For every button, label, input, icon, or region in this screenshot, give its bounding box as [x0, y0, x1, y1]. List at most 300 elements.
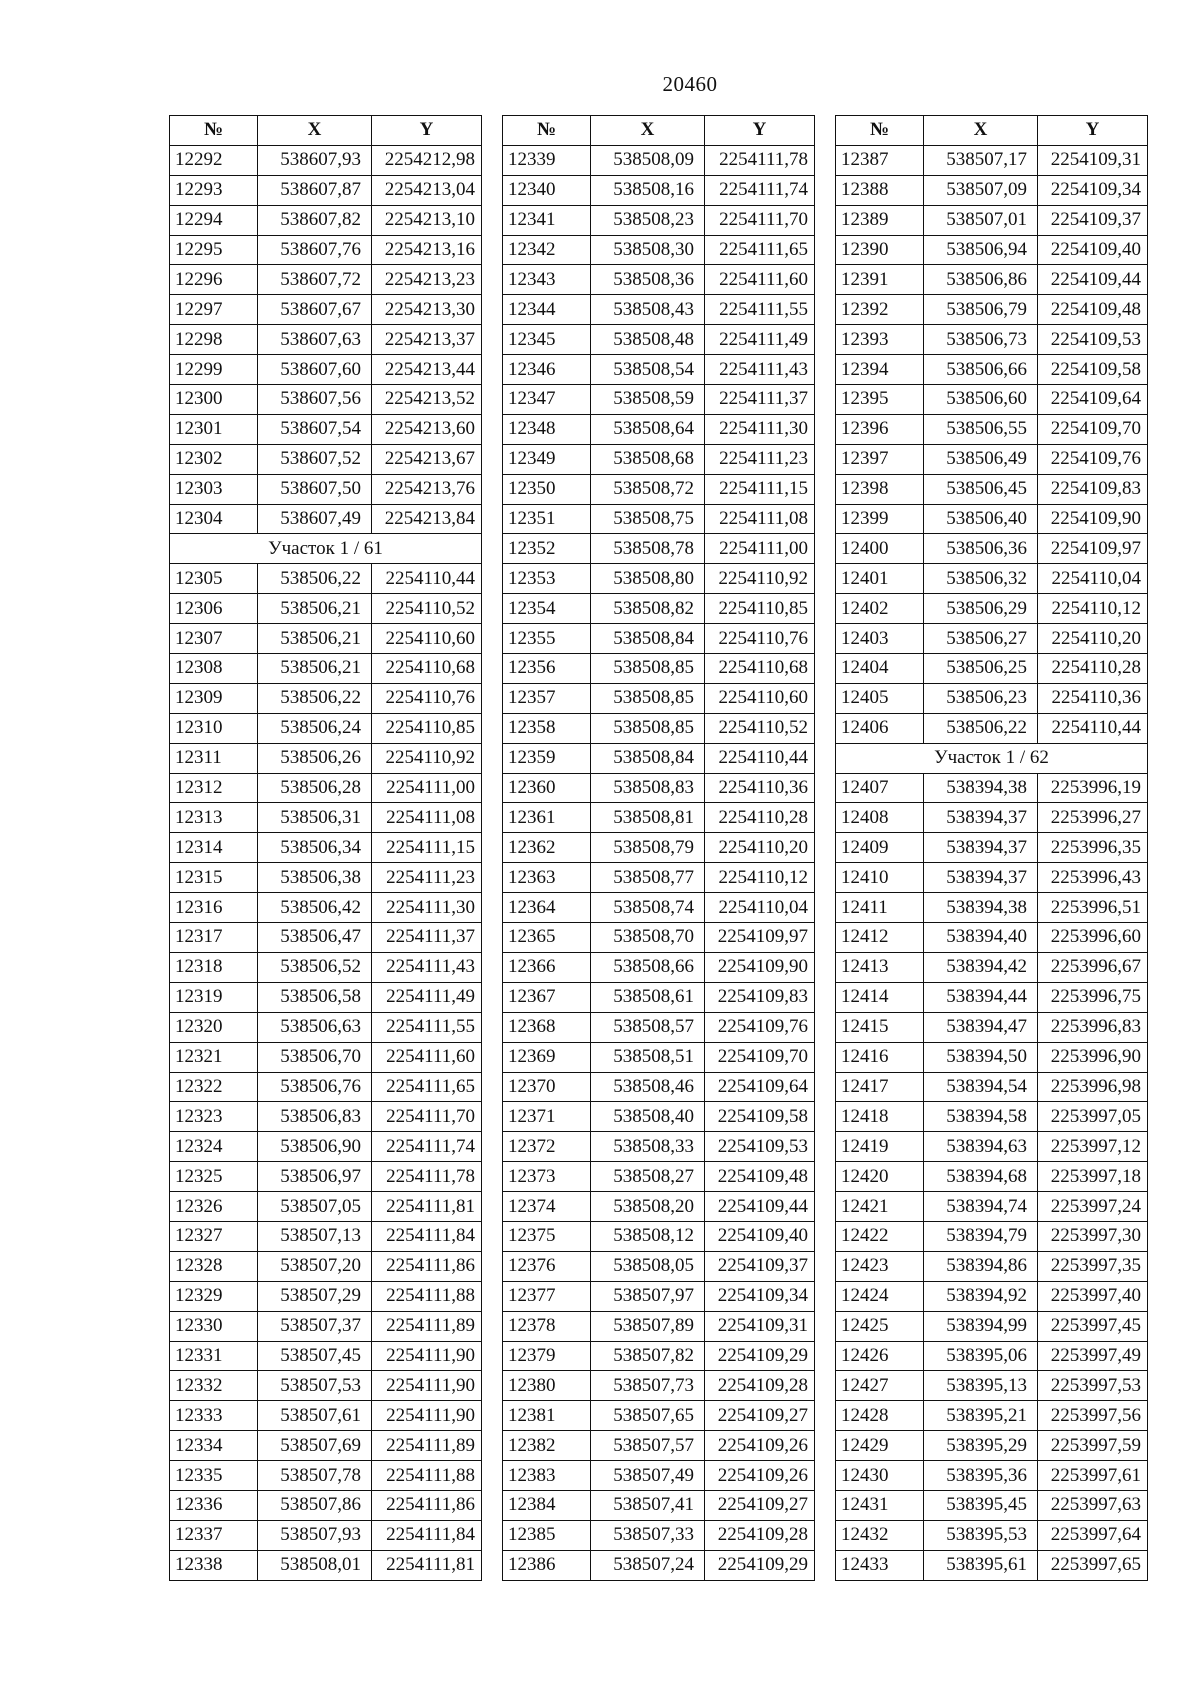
- y-coordinate-cell: 2254110,44: [372, 564, 482, 594]
- table-row: [170, 893, 482, 923]
- x-coordinate-cell: 538507,53: [258, 1371, 372, 1401]
- header-number: №: [170, 116, 258, 146]
- y-coordinate-cell: 2253997,64: [1038, 1520, 1148, 1550]
- table-row: [503, 863, 815, 893]
- header-y: Y: [1038, 116, 1148, 146]
- table-row: [170, 265, 482, 295]
- point-number-cell: 12304: [170, 504, 258, 534]
- point-number-cell: 12303: [170, 474, 258, 504]
- y-coordinate-cell: 2254111,23: [705, 444, 815, 474]
- x-coordinate-cell: 538508,77: [591, 863, 705, 893]
- x-coordinate-cell: 538507,17: [924, 145, 1038, 175]
- point-number-cell: 12323: [170, 1102, 258, 1132]
- y-coordinate-cell: 2253996,83: [1038, 1012, 1148, 1042]
- point-number-cell: 12411: [836, 893, 924, 923]
- coordinates-table-2: [502, 115, 815, 1581]
- y-coordinate-cell: 2254111,23: [372, 863, 482, 893]
- table-row: [170, 1132, 482, 1162]
- table-row: [170, 1341, 482, 1371]
- point-number-cell: 12397: [836, 444, 924, 474]
- table-row: [836, 1132, 1148, 1162]
- y-coordinate-cell: 2254213,44: [372, 355, 482, 385]
- table-row: [836, 1371, 1148, 1401]
- y-coordinate-cell: 2254109,48: [1038, 295, 1148, 325]
- point-number-cell: 12336: [170, 1490, 258, 1520]
- y-coordinate-cell: 2254109,27: [705, 1490, 815, 1520]
- x-coordinate-cell: 538607,50: [258, 474, 372, 504]
- point-number-cell: 12384: [503, 1490, 591, 1520]
- x-coordinate-cell: 538508,64: [591, 414, 705, 444]
- table-row: [836, 474, 1148, 504]
- point-number-cell: 12408: [836, 803, 924, 833]
- x-coordinate-cell: 538508,43: [591, 295, 705, 325]
- y-coordinate-cell: 2254109,76: [705, 1012, 815, 1042]
- x-coordinate-cell: 538607,82: [258, 205, 372, 235]
- y-coordinate-cell: 2254213,30: [372, 295, 482, 325]
- point-number-cell: 12359: [503, 743, 591, 773]
- y-coordinate-cell: 2254111,65: [705, 235, 815, 265]
- section-label: Участок 1 / 62: [836, 743, 1148, 773]
- y-coordinate-cell: 2254109,28: [705, 1371, 815, 1401]
- y-coordinate-cell: 2254213,37: [372, 325, 482, 355]
- table-row: [503, 385, 815, 415]
- table-row: [836, 1192, 1148, 1222]
- x-coordinate-cell: 538508,23: [591, 205, 705, 235]
- point-number-cell: 12332: [170, 1371, 258, 1401]
- point-number-cell: 12314: [170, 833, 258, 863]
- table-row: [836, 952, 1148, 982]
- point-number-cell: 12315: [170, 863, 258, 893]
- point-number-cell: 12294: [170, 205, 258, 235]
- point-number-cell: 12426: [836, 1341, 924, 1371]
- x-coordinate-cell: 538394,47: [924, 1012, 1038, 1042]
- y-coordinate-cell: 2254111,78: [705, 145, 815, 175]
- y-coordinate-cell: 2253996,35: [1038, 833, 1148, 863]
- table-row: [170, 205, 482, 235]
- y-coordinate-cell: 2254111,84: [372, 1520, 482, 1550]
- table-row: [170, 982, 482, 1012]
- x-coordinate-cell: 538394,86: [924, 1251, 1038, 1281]
- point-number-cell: 12416: [836, 1042, 924, 1072]
- x-coordinate-cell: 538507,73: [591, 1371, 705, 1401]
- x-coordinate-cell: 538508,85: [591, 654, 705, 684]
- point-number-cell: 12295: [170, 235, 258, 265]
- table-row: [170, 235, 482, 265]
- x-coordinate-cell: 538394,54: [924, 1072, 1038, 1102]
- y-coordinate-cell: 2254110,52: [705, 713, 815, 743]
- x-coordinate-cell: 538506,24: [258, 713, 372, 743]
- point-number-cell: 12427: [836, 1371, 924, 1401]
- x-coordinate-cell: 538394,44: [924, 982, 1038, 1012]
- x-coordinate-cell: 538506,79: [924, 295, 1038, 325]
- y-coordinate-cell: 2254110,44: [1038, 713, 1148, 743]
- x-coordinate-cell: 538508,85: [591, 713, 705, 743]
- point-number-cell: 12342: [503, 235, 591, 265]
- point-number-cell: 12327: [170, 1221, 258, 1251]
- x-coordinate-cell: 538507,65: [591, 1401, 705, 1431]
- x-coordinate-cell: 538508,27: [591, 1162, 705, 1192]
- x-coordinate-cell: 538507,29: [258, 1281, 372, 1311]
- y-coordinate-cell: 2254110,44: [705, 743, 815, 773]
- y-coordinate-cell: 2253997,65: [1038, 1550, 1148, 1580]
- table-row: [503, 1162, 815, 1192]
- point-number-cell: 12326: [170, 1192, 258, 1222]
- table-row: [170, 145, 482, 175]
- y-coordinate-cell: 2254111,81: [372, 1192, 482, 1222]
- point-number-cell: 12363: [503, 863, 591, 893]
- y-coordinate-cell: 2254111,37: [372, 923, 482, 953]
- y-coordinate-cell: 2253997,61: [1038, 1461, 1148, 1491]
- y-coordinate-cell: 2254109,90: [705, 952, 815, 982]
- y-coordinate-cell: 2254109,44: [705, 1192, 815, 1222]
- point-number-cell: 12308: [170, 654, 258, 684]
- point-number-cell: 12319: [170, 982, 258, 1012]
- point-number-cell: 12355: [503, 624, 591, 654]
- table-row: [836, 444, 1148, 474]
- x-coordinate-cell: 538506,22: [258, 683, 372, 713]
- point-number-cell: 12433: [836, 1550, 924, 1580]
- point-number-cell: 12391: [836, 265, 924, 295]
- table-row: [836, 504, 1148, 534]
- y-coordinate-cell: 2254110,28: [1038, 654, 1148, 684]
- table-row: [836, 325, 1148, 355]
- x-coordinate-cell: 538508,40: [591, 1102, 705, 1132]
- table-row: [836, 235, 1148, 265]
- point-number-cell: 12400: [836, 534, 924, 564]
- point-number-cell: 12432: [836, 1520, 924, 1550]
- table-row: [170, 1192, 482, 1222]
- point-number-cell: 12307: [170, 624, 258, 654]
- x-coordinate-cell: 538394,92: [924, 1281, 1038, 1311]
- y-coordinate-cell: 2253997,18: [1038, 1162, 1148, 1192]
- point-number-cell: 12357: [503, 683, 591, 713]
- y-coordinate-cell: 2253996,67: [1038, 952, 1148, 982]
- table-row: [836, 982, 1148, 1012]
- y-coordinate-cell: 2253996,60: [1038, 923, 1148, 953]
- table-row: [503, 743, 815, 773]
- x-coordinate-cell: 538506,36: [924, 534, 1038, 564]
- point-number-cell: 12373: [503, 1162, 591, 1192]
- x-coordinate-cell: 538507,20: [258, 1251, 372, 1281]
- table-row: [170, 1072, 482, 1102]
- point-number-cell: 12337: [170, 1520, 258, 1550]
- y-coordinate-cell: 2254109,58: [1038, 355, 1148, 385]
- point-number-cell: 12293: [170, 175, 258, 205]
- table-row: [503, 1221, 815, 1251]
- point-number-cell: 12394: [836, 355, 924, 385]
- x-coordinate-cell: 538607,52: [258, 444, 372, 474]
- x-coordinate-cell: 538508,09: [591, 145, 705, 175]
- y-coordinate-cell: 2254111,30: [372, 893, 482, 923]
- table-row: [503, 713, 815, 743]
- x-coordinate-cell: 538607,56: [258, 385, 372, 415]
- table-row: [503, 265, 815, 295]
- table-row: [836, 1012, 1148, 1042]
- point-number-cell: 12362: [503, 833, 591, 863]
- point-number-cell: 12399: [836, 504, 924, 534]
- table-row: [836, 355, 1148, 385]
- point-number-cell: 12387: [836, 145, 924, 175]
- point-number-cell: 12302: [170, 444, 258, 474]
- point-number-cell: 12305: [170, 564, 258, 594]
- y-coordinate-cell: 2254111,90: [372, 1341, 482, 1371]
- table-row: [503, 1401, 815, 1431]
- y-coordinate-cell: 2254213,84: [372, 504, 482, 534]
- x-coordinate-cell: 538507,05: [258, 1192, 372, 1222]
- table-row: [836, 1311, 1148, 1341]
- x-coordinate-cell: 538508,48: [591, 325, 705, 355]
- point-number-cell: 12396: [836, 414, 924, 444]
- x-coordinate-cell: 538506,26: [258, 743, 372, 773]
- point-number-cell: 12339: [503, 145, 591, 175]
- x-coordinate-cell: 538508,78: [591, 534, 705, 564]
- y-coordinate-cell: 2254109,28: [705, 1520, 815, 1550]
- x-coordinate-cell: 538506,34: [258, 833, 372, 863]
- point-number-cell: 12366: [503, 952, 591, 982]
- point-number-cell: 12383: [503, 1461, 591, 1491]
- y-coordinate-cell: 2254213,04: [372, 175, 482, 205]
- y-coordinate-cell: 2253997,45: [1038, 1311, 1148, 1341]
- y-coordinate-cell: 2253997,05: [1038, 1102, 1148, 1132]
- table-row: [836, 534, 1148, 564]
- x-coordinate-cell: 538507,45: [258, 1341, 372, 1371]
- y-coordinate-cell: 2254110,12: [705, 863, 815, 893]
- table-row: [170, 743, 482, 773]
- point-number-cell: 12379: [503, 1341, 591, 1371]
- table-row: [836, 265, 1148, 295]
- x-coordinate-cell: 538508,80: [591, 564, 705, 594]
- header-x: X: [924, 116, 1038, 146]
- x-coordinate-cell: 538508,84: [591, 743, 705, 773]
- y-coordinate-cell: 2254109,76: [1038, 444, 1148, 474]
- table-row: [503, 1251, 815, 1281]
- point-number-cell: 12346: [503, 355, 591, 385]
- table-row: [170, 1162, 482, 1192]
- table-row: [170, 1401, 482, 1431]
- y-coordinate-cell: 2254109,29: [705, 1550, 815, 1580]
- point-number-cell: 12364: [503, 893, 591, 923]
- x-coordinate-cell: 538506,45: [924, 474, 1038, 504]
- point-number-cell: 12425: [836, 1311, 924, 1341]
- table-row: [503, 1072, 815, 1102]
- y-coordinate-cell: 2254109,34: [705, 1281, 815, 1311]
- y-coordinate-cell: 2253997,24: [1038, 1192, 1148, 1222]
- x-coordinate-cell: 538508,81: [591, 803, 705, 833]
- point-number-cell: 12417: [836, 1072, 924, 1102]
- table-row: [836, 1341, 1148, 1371]
- x-coordinate-cell: 538508,33: [591, 1132, 705, 1162]
- point-number-cell: 12390: [836, 235, 924, 265]
- x-coordinate-cell: 538394,74: [924, 1192, 1038, 1222]
- table-row: [836, 564, 1148, 594]
- x-coordinate-cell: 538506,25: [924, 654, 1038, 684]
- table-row: [503, 175, 815, 205]
- table-row: [503, 295, 815, 325]
- y-coordinate-cell: 2254111,81: [372, 1550, 482, 1580]
- y-coordinate-cell: 2254109,53: [1038, 325, 1148, 355]
- table-row: [503, 1012, 815, 1042]
- point-number-cell: 12412: [836, 923, 924, 953]
- point-number-cell: 12329: [170, 1281, 258, 1311]
- x-coordinate-cell: 538507,09: [924, 175, 1038, 205]
- table-row: [170, 175, 482, 205]
- point-number-cell: 12371: [503, 1102, 591, 1132]
- point-number-cell: 12361: [503, 803, 591, 833]
- table-row: [170, 803, 482, 833]
- x-coordinate-cell: 538394,37: [924, 833, 1038, 863]
- y-coordinate-cell: 2254109,53: [705, 1132, 815, 1162]
- point-number-cell: 12325: [170, 1162, 258, 1192]
- table-row: [170, 444, 482, 474]
- point-number-cell: 12316: [170, 893, 258, 923]
- y-coordinate-cell: 2254111,55: [705, 295, 815, 325]
- x-coordinate-cell: 538506,73: [924, 325, 1038, 355]
- point-number-cell: 12301: [170, 414, 258, 444]
- table-row: [170, 1431, 482, 1461]
- point-number-cell: 12321: [170, 1042, 258, 1072]
- table-row: [170, 713, 482, 743]
- table-row: [170, 1012, 482, 1042]
- table-row: [836, 833, 1148, 863]
- x-coordinate-cell: 538607,60: [258, 355, 372, 385]
- y-coordinate-cell: 2254213,60: [372, 414, 482, 444]
- table-header-row: [836, 116, 1148, 146]
- point-number-cell: 12365: [503, 923, 591, 953]
- x-coordinate-cell: 538506,23: [924, 683, 1038, 713]
- y-coordinate-cell: 2254111,90: [372, 1401, 482, 1431]
- x-coordinate-cell: 538394,42: [924, 952, 1038, 982]
- y-coordinate-cell: 2254111,43: [372, 952, 482, 982]
- table-row: [170, 1102, 482, 1132]
- point-number-cell: 12317: [170, 923, 258, 953]
- y-coordinate-cell: 2253996,98: [1038, 1072, 1148, 1102]
- point-number-cell: 12378: [503, 1311, 591, 1341]
- y-coordinate-cell: 2253997,59: [1038, 1431, 1148, 1461]
- y-coordinate-cell: 2254110,76: [372, 683, 482, 713]
- table-row: [503, 564, 815, 594]
- x-coordinate-cell: 538394,37: [924, 863, 1038, 893]
- x-coordinate-cell: 538506,70: [258, 1042, 372, 1072]
- y-coordinate-cell: 2253996,43: [1038, 863, 1148, 893]
- table-row: [503, 803, 815, 833]
- point-number-cell: 12360: [503, 773, 591, 803]
- y-coordinate-cell: 2254110,85: [372, 713, 482, 743]
- table-row: [170, 1042, 482, 1072]
- point-number-cell: 12406: [836, 713, 924, 743]
- table-row: [836, 1461, 1148, 1491]
- y-coordinate-cell: 2254111,70: [372, 1102, 482, 1132]
- point-number-cell: 12382: [503, 1431, 591, 1461]
- x-coordinate-cell: 538394,79: [924, 1221, 1038, 1251]
- point-number-cell: 12419: [836, 1132, 924, 1162]
- point-number-cell: 12300: [170, 385, 258, 415]
- table-row: [503, 773, 815, 803]
- y-coordinate-cell: 2254111,00: [372, 773, 482, 803]
- point-number-cell: 12388: [836, 175, 924, 205]
- point-number-cell: 12392: [836, 295, 924, 325]
- x-coordinate-cell: 538508,83: [591, 773, 705, 803]
- y-coordinate-cell: 2254111,90: [372, 1371, 482, 1401]
- point-number-cell: 12409: [836, 833, 924, 863]
- point-number-cell: 12367: [503, 982, 591, 1012]
- header-number: №: [836, 116, 924, 146]
- point-number-cell: 12410: [836, 863, 924, 893]
- x-coordinate-cell: 538506,90: [258, 1132, 372, 1162]
- y-coordinate-cell: 2254109,31: [1038, 145, 1148, 175]
- x-coordinate-cell: 538508,59: [591, 385, 705, 415]
- table-header-row: [503, 116, 815, 146]
- y-coordinate-cell: 2254109,97: [705, 923, 815, 953]
- x-coordinate-cell: 538508,51: [591, 1042, 705, 1072]
- table-row: [836, 713, 1148, 743]
- y-coordinate-cell: 2253997,12: [1038, 1132, 1148, 1162]
- x-coordinate-cell: 538506,55: [924, 414, 1038, 444]
- x-coordinate-cell: 538507,37: [258, 1311, 372, 1341]
- header-y: Y: [372, 116, 482, 146]
- table-row: [503, 355, 815, 385]
- x-coordinate-cell: 538508,75: [591, 504, 705, 534]
- y-coordinate-cell: 2253997,63: [1038, 1490, 1148, 1520]
- y-coordinate-cell: 2254109,27: [705, 1401, 815, 1431]
- y-coordinate-cell: 2254111,00: [705, 534, 815, 564]
- y-coordinate-cell: 2254212,98: [372, 145, 482, 175]
- x-coordinate-cell: 538507,93: [258, 1520, 372, 1550]
- table-row: [836, 863, 1148, 893]
- x-coordinate-cell: 538508,12: [591, 1221, 705, 1251]
- point-number-cell: 12423: [836, 1251, 924, 1281]
- point-number-cell: 12376: [503, 1251, 591, 1281]
- point-number-cell: 12334: [170, 1431, 258, 1461]
- x-coordinate-cell: 538507,69: [258, 1431, 372, 1461]
- table-row: [503, 982, 815, 1012]
- x-coordinate-cell: 538506,40: [924, 504, 1038, 534]
- x-coordinate-cell: 538506,83: [258, 1102, 372, 1132]
- y-coordinate-cell: 2254213,76: [372, 474, 482, 504]
- point-number-cell: 12424: [836, 1281, 924, 1311]
- y-coordinate-cell: 2254110,68: [705, 654, 815, 684]
- x-coordinate-cell: 538506,21: [258, 654, 372, 684]
- y-coordinate-cell: 2254111,74: [372, 1132, 482, 1162]
- y-coordinate-cell: 2254109,40: [1038, 235, 1148, 265]
- y-coordinate-cell: 2253997,30: [1038, 1221, 1148, 1251]
- x-coordinate-cell: 538607,76: [258, 235, 372, 265]
- point-number-cell: 12395: [836, 385, 924, 415]
- point-number-cell: 12299: [170, 355, 258, 385]
- point-number-cell: 12330: [170, 1311, 258, 1341]
- y-coordinate-cell: 2254109,44: [1038, 265, 1148, 295]
- table-row: [836, 295, 1148, 325]
- table-row: [503, 654, 815, 684]
- table-row: [170, 295, 482, 325]
- x-coordinate-cell: 538508,68: [591, 444, 705, 474]
- table-row: [503, 1192, 815, 1222]
- table-row: [170, 1520, 482, 1550]
- point-number-cell: 12343: [503, 265, 591, 295]
- point-number-cell: 12318: [170, 952, 258, 982]
- y-coordinate-cell: 2254111,86: [372, 1251, 482, 1281]
- x-coordinate-cell: 538607,87: [258, 175, 372, 205]
- table-row: [503, 1431, 815, 1461]
- y-coordinate-cell: 2254110,04: [1038, 564, 1148, 594]
- table-row: [170, 923, 482, 953]
- table-row: [836, 1221, 1148, 1251]
- x-coordinate-cell: 538394,40: [924, 923, 1038, 953]
- x-coordinate-cell: 538506,66: [924, 355, 1038, 385]
- x-coordinate-cell: 538508,05: [591, 1251, 705, 1281]
- point-number-cell: 12312: [170, 773, 258, 803]
- table-row: [503, 624, 815, 654]
- point-number-cell: 12347: [503, 385, 591, 415]
